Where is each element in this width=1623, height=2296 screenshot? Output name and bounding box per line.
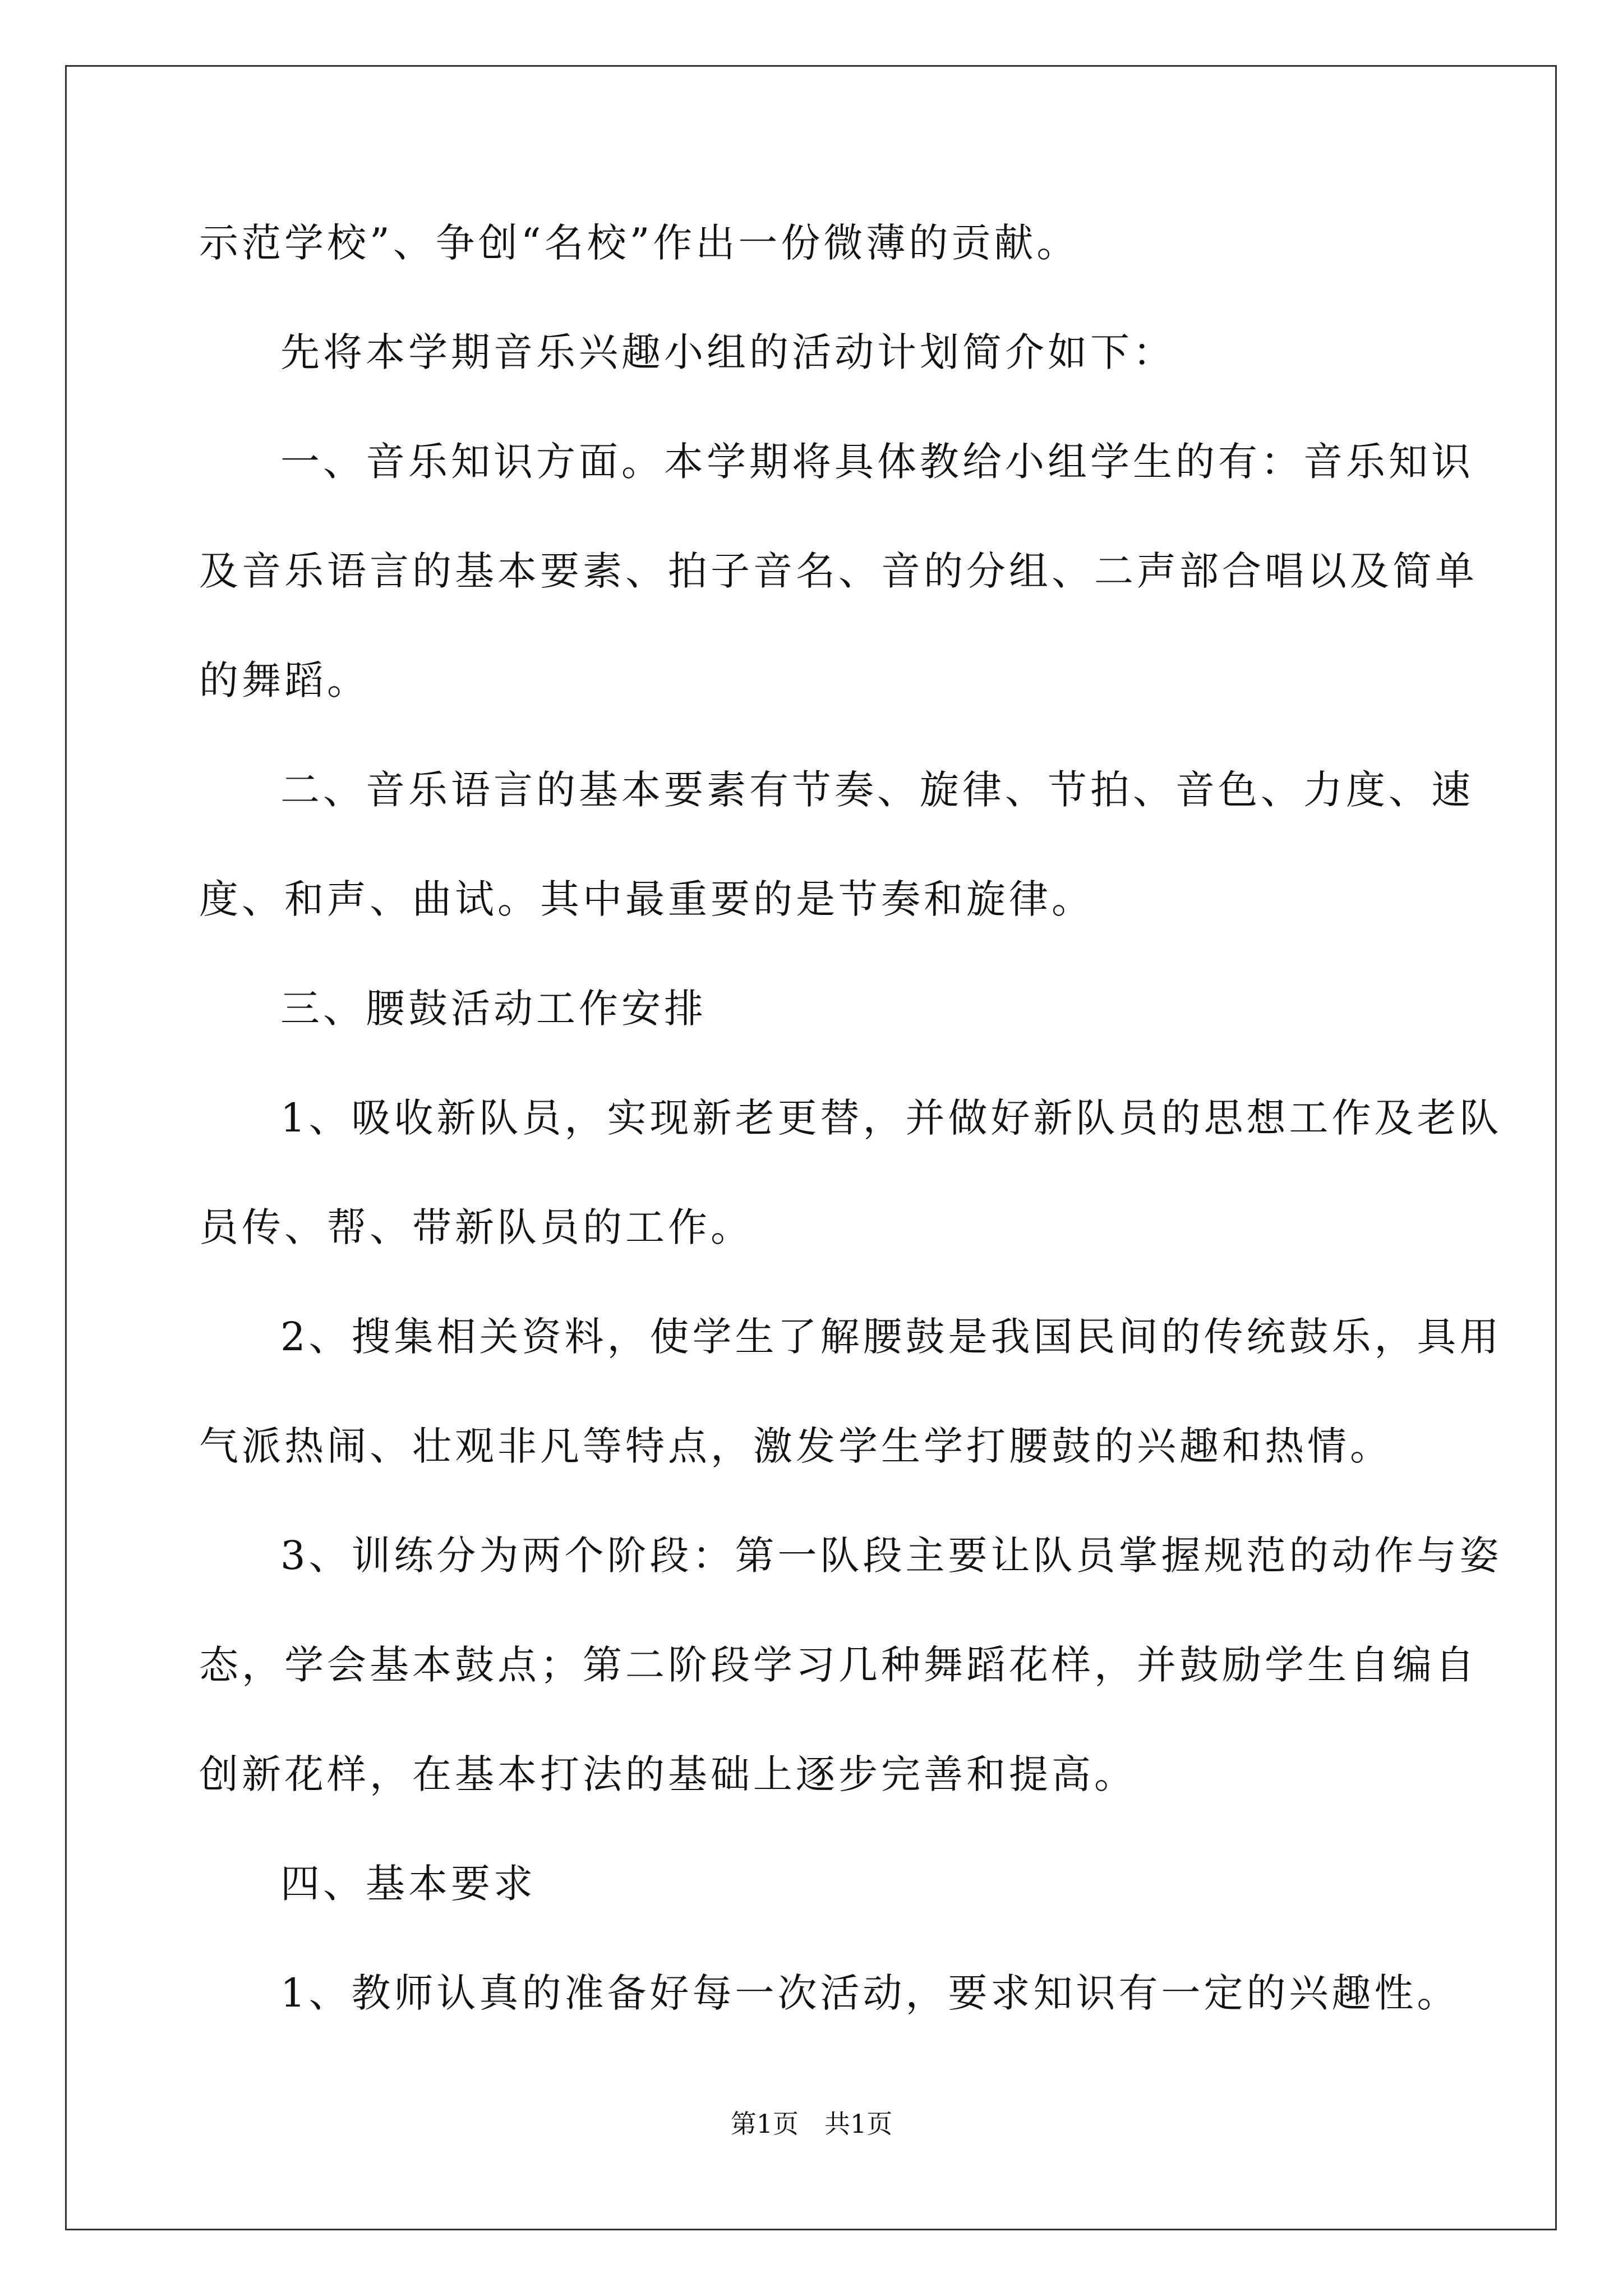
- text-line-11: 2、搜集相关资料，使学生了解腰鼓是我国民间的传统鼓乐，具用: [280, 1314, 1502, 1360]
- text-line-5: 的舞蹈。: [199, 657, 370, 703]
- text-line-13: 3、训练分为两个阶段：第一队段主要让队员掌握规范的动作与姿: [280, 1533, 1502, 1579]
- text-line-4: 及音乐语言的基本要素、拍子音名、音的分组、二声部合唱以及简单: [199, 548, 1478, 594]
- text-line-15: 创新花样，在基本打法的基础上逐步完善和提高。: [199, 1751, 1137, 1797]
- text-line-1: 示范学校”、争创“名校”作出一份微薄的贡献。: [199, 220, 1080, 266]
- text-line-7: 度、和声、曲试。其中最重要的是节奏和旋律。: [199, 876, 1094, 922]
- text-line-16: 四、基本要求: [280, 1861, 536, 1907]
- page-number-footer: 第1页 共1页: [730, 2109, 893, 2139]
- text-line-8: 三、腰鼓活动工作安排: [280, 986, 707, 1032]
- text-line-2: 先将本学期音乐兴趣小组的活动计划简介如下：: [280, 329, 1175, 375]
- text-line-10: 员传、帮、带新队员的工作。: [199, 1204, 753, 1250]
- text-line-14: 态，学会基本鼓点；第二阶段学习几种舞蹈花样，并鼓励学生自编自: [199, 1642, 1478, 1688]
- text-line-6: 二、音乐语言的基本要素有节奏、旋律、节拍、音色、力度、速: [280, 767, 1474, 813]
- text-line-3: 一、音乐知识方面。本学期将具体教给小组学生的有：音乐知识: [280, 439, 1474, 485]
- text-line-17: 1、教师认真的准备好每一次活动，要求知识有一定的兴趣性。: [280, 1970, 1460, 2016]
- text-line-12: 气派热闹、壮观非凡等特点，激发学生学打腰鼓的兴趣和热情。: [199, 1423, 1393, 1469]
- text-line-9: 1、吸收新队员，实现新老更替，并做好新队员的思想工作及老队: [280, 1095, 1502, 1141]
